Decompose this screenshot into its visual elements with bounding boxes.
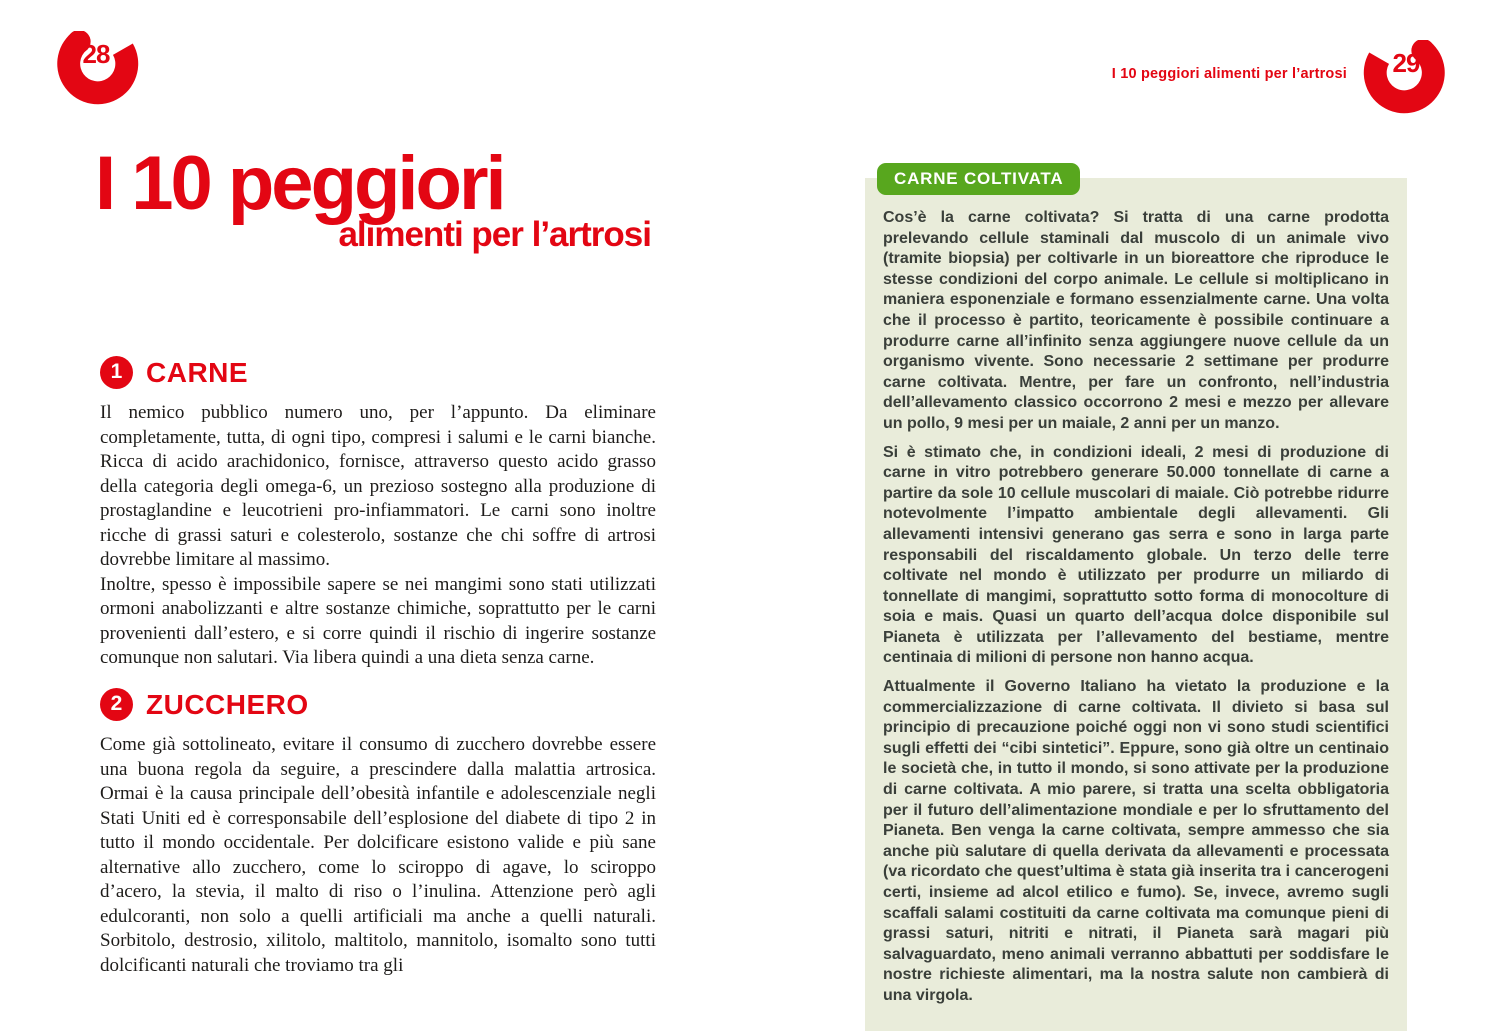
info-box-paragraph: Si è stimato che, in condizioni ideali, 2 mesi di produzione di carne in vitro potrebbero generare 50.000 tonnellate di carne a partire da sole 10 cellule muscolari di maiale. Ciò potrebbe ridurre notevolmente l’impatto ambientale degli allevamenti. Gli allevamenti intensivi generano gas serra e sono in larga parte responsabili del riscaldamento globale. Un terzo delle terre coltivate nel mondo è utilizzato per produrre un miliardo di tonnellate di mangimi, soprattutto sotto forma di monocolture di soia e mais. Quasi un quarto dell’acqua dolce disponibile sul Pianeta è utilizzata per l’allevamento del bestiame, mentre centinaia di milioni di persone non hanno acqua. bbox=[883, 443, 1389, 667]
body-paragraph: Come già sottolineato, evitare il consumo di zucchero dovrebbe essere una buona regola da seguire, a prescindere dalla malattia artrosica. Ormai è la causa principale dell’obesità infantile e adolescenziale negli Stati Uniti ed è corresponsabile dell’esplosione del diabete di tipo 2 in tutto il mondo occidentale. Per dolcificare esistono valide e più sane alternative allo zucchero, come lo sciroppo di agave, lo sciroppo d’acero, la stevia, il malto di riso o l’inulina. Attenzione però agli edulcoranti, non solo a quelli artificiali ma anche a quelli naturali. Sorbitolo, destrosio, xilitolo, maltitolo, mannitolo, isomalto sono tutti dolcificanti naturali che troviamo tra gli bbox=[100, 734, 656, 976]
body-paragraph: Inoltre, spesso è impossibile sapere se nei mangimi sono stati utilizzati ormoni anabolizzanti e altre sostanze chimiche, soprattutto per le carni provenienti dall’estero, e si corre quindi il rischio di ingerire sostanze comunque non salutari. Via libera quindi a una dieta senza carne. bbox=[100, 573, 656, 668]
section-heading bbox=[100, 356, 656, 389]
section-number-badge: 1 bbox=[100, 356, 133, 389]
chapter-title-line2: alimenti per l’artrosi bbox=[338, 215, 651, 254]
chapter-title bbox=[95, 141, 651, 255]
body-paragraph: Il nemico pubblico numero uno, per l’appunto. Da eliminare completamente, tutta, di ogni tipo, compresi i salumi e le carni bianche. Ricca di acido arachidonico, fornisce, attraverso questo acido grasso della categoria degli omega-6, un prezioso sostegno alla produzione di prostaglandine e leucotrieni pro-infiammatori. Le carni sono inoltre ricche di grassi saturi e colesterolo, sostanze che chi soffre di artrosi dovrebbe limitare al massimo. bbox=[100, 402, 656, 570]
section-title: ZUCCHERO bbox=[146, 688, 309, 720]
section-body bbox=[100, 401, 656, 671]
section-zucchero bbox=[100, 688, 656, 978]
section-carne bbox=[100, 356, 656, 671]
info-box-carne-coltivata bbox=[865, 169, 1407, 1031]
running-header-text: I 10 peggiori alimenti per l’artrosi bbox=[1111, 66, 1347, 82]
section-body bbox=[100, 733, 656, 978]
page-corner-ornament bbox=[52, 31, 140, 107]
section-number-badge: 2 bbox=[100, 688, 133, 721]
page-number-left: 28 bbox=[82, 39, 110, 69]
chapter-title-line1: I 10 peggiori bbox=[95, 141, 504, 226]
section-title: CARNE bbox=[146, 356, 249, 388]
info-box-paragraph: Attualmente il Governo Italiano ha vietato la produzione e la commercializzazione di carne coltivata. Il divieto si basa sul principio di precauzione poiché oggi non vi sono studi scientifici sugli effetti dei “cibi sintetici”. Eppure, sono già oltre un centinaio le società che, in tutto il mondo, si sono attivate per la produzione di carne coltivata. A mio parere, si tratta una scelta obbligatoria per il futuro dell’alimentazione mondiale e per lo sfruttamento del Pianeta. Ben venga la carne coltivata, sempre ammesso che sia anche più salutare di quella derivata da allevamenti e processata (va ricordato che quest’ultima è stata già inserita tra i cancerogeni certi, insieme ad alcol etilico e fumo). Se, invece, avremo sugli scaffali salami costituiti da carne coltivata ma comunque pieni di grassi saturi, nitriti e nitrati, il Pianeta sarà magari più salvaguardato, meno animali verranno abbattuti per soddisfare le nostre richieste alimentari, ma la nostra salute non cambierà di una virgola. bbox=[883, 678, 1389, 1004]
page-right bbox=[750, 0, 1500, 1012]
page-number-right: 29 bbox=[1392, 48, 1420, 78]
info-box-paragraph: Cos’è la carne coltivata? Si tratta di una carne prodotta prelevando cellule staminali dal muscolo di un animale vivo (tramite biopsia) per coltivarle in un bioreattore che riproduce le stesse condizioni del corpo animale. Le cellule si moltiplicano in maniera esponenziale e formano essenzialmente carne. Una volta che il processo è partito, teoricamente è possibile continuare a produrre carne all’infinito senza aggiungere nuove cellule da un organismo vivente. Sono necessarie 2 settimane per produrre carne coltivata. Mentre, per fare un confronto, nell’industria dell’allevamento classico occorrono 2 mesi e mezzo per allevare un pollo, 9 mesi per un maiale, 2 anni per un manzo. bbox=[883, 209, 1389, 432]
info-box-label: CARNE COLTIVATA bbox=[877, 163, 1080, 195]
page-corner-ornament bbox=[1362, 40, 1450, 116]
running-header bbox=[1112, 40, 1450, 116]
page-left bbox=[0, 0, 750, 1012]
section-heading bbox=[100, 688, 656, 721]
